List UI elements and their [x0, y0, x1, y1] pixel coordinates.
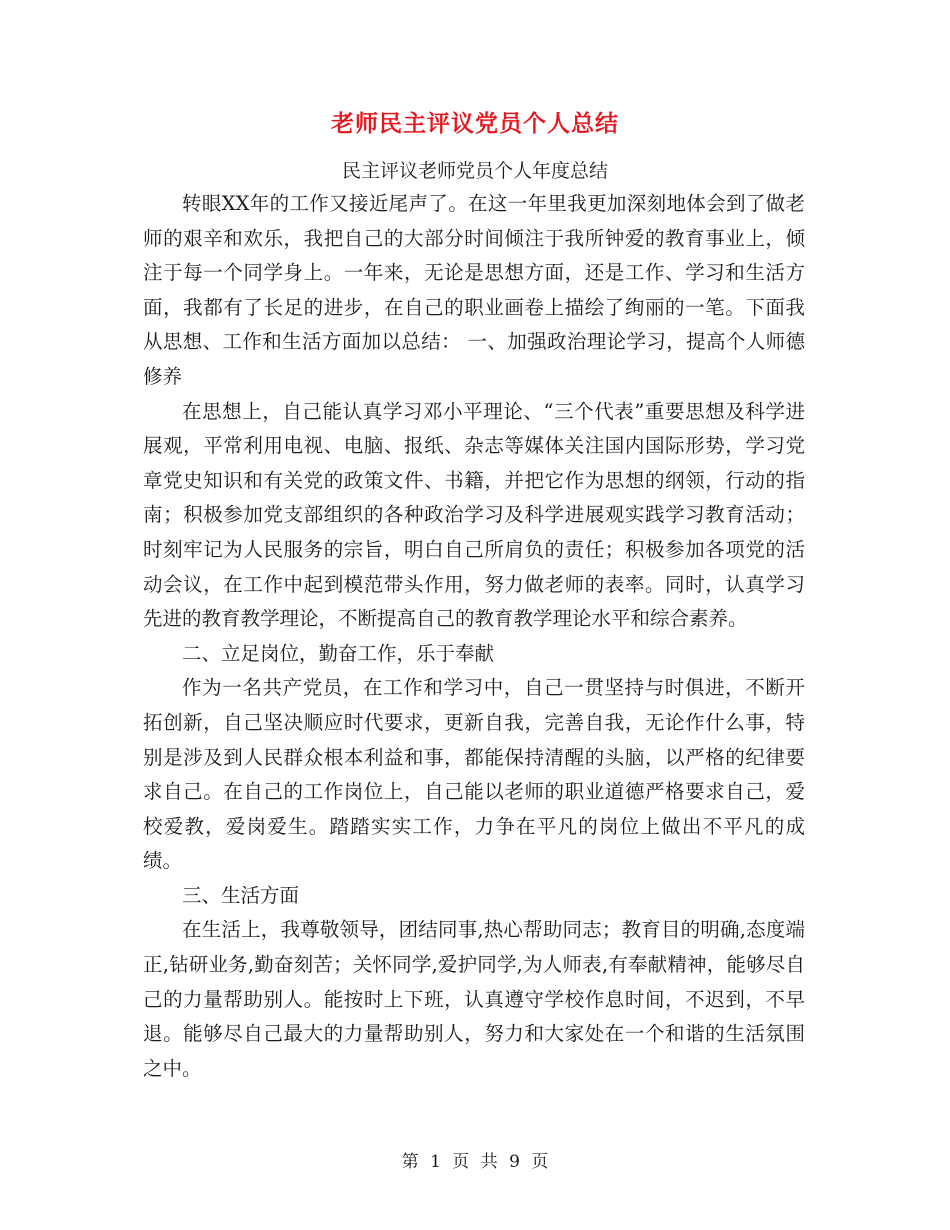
document-body	[143, 187, 805, 1086]
page-number-footer: 第 1 页 共 9 页	[401, 1152, 549, 1172]
section-heading-work: 二、立足岗位，勤奋工作，乐于奉献	[182, 641, 495, 665]
paragraph-work: 作为一名共产党员，在工作和学习中，自己一贯坚持与时俱进，不断开拓创新，自己坚决顺应时代要求，更新自我，完善自我，无论作什么事，特别是涉及到人民群众根本利益和事，都能保持清醒的头脑，以严格的纪律要求自己。在自己的工作岗位上，自己能以老师的职业道德严格要求自己，爱校爱教，爱岗爱生。踏踏实实工作，力争在平凡的岗位上做出不平凡的成绩。	[143, 676, 805, 873]
paragraph-life: 在生活上，我尊敬领导，团结同事,热心帮助同志；教育目的明确,态度端正,钻研业务,勤奋刻苦；关怀同学,爱护同学,为人师表,有奉献精神，能够尽自己的力量帮助别人。能按时上下班，认真遵守学校作息时间，不迟到，不早退。能够尽自己最大的力量帮助别人，努力和大家处在一个和谐的生活氛围之中。	[143, 918, 805, 1080]
document-subtitle: 民主评议老师党员个人年度总结	[341, 160, 608, 182]
paragraph-thought: 在思想上，自己能认真学习邓小平理论、“三个代表”重要思想及科学进展观，平常利用电视、电脑、报纸、杂志等媒体关注国内国际形势，学习党章党史知识和有关党的政策文件、书籍，并把它作为思想的纲领，行动的指南；积极参加党支部组织的各种政治学习及科学进展观实践学习教育活动；时刻牢记为人民服务的宗旨，明白自己所肩负的责任；积极参加各项党的活动会议，在工作中起到模范带头作用，努力做老师的表率。同时，认真学习先进的教育教学理论，不断提高自己的教育教学理论水平和综合素养。	[143, 399, 805, 631]
section-heading-life: 三、生活方面	[182, 883, 300, 907]
paragraph-intro: 转眼XX年的工作又接近尾声了。在这一年里我更加深刻地体会到了做老师的艰辛和欢乐，我把自己的大部分时间倾注于我所钟爱的教育事业上，倾注于每一个同学身上。一年来，无论是思想方面，还是工作、学习和生活方面，我都有了长足的进步，在自己的职业画卷上描绘了绚丽的一笔。下面我从思想、工作和生活方面加以总结： 一、加强政治理论学习，提高个人师德修养	[143, 192, 805, 388]
document-title: 老师民主评议党员个人总结	[331, 110, 619, 137]
